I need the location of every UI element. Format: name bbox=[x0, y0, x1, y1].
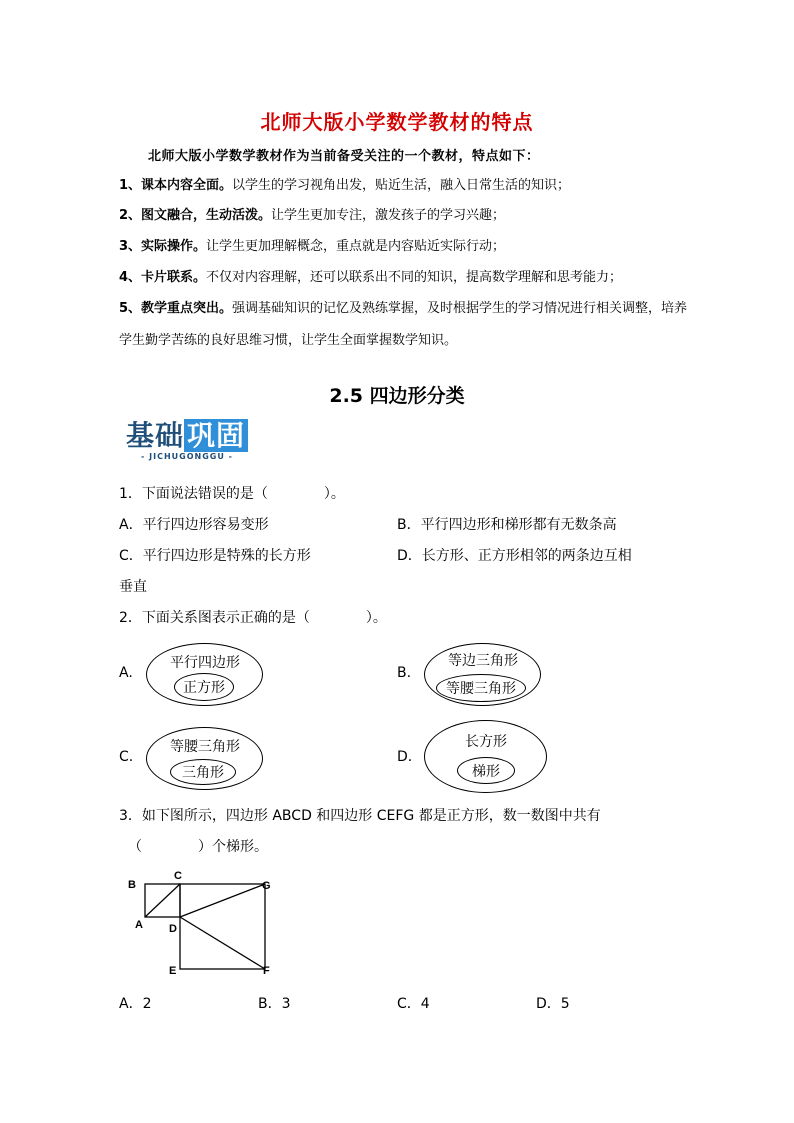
q1-option-c: C．平行四边形是特殊的长方形 bbox=[119, 548, 311, 564]
section-title: 2.5 四边形分类 bbox=[329, 385, 465, 407]
feature-4 bbox=[119, 262, 699, 294]
q3-option-b: B．3 bbox=[258, 996, 291, 1012]
q2-option-d-label: D. bbox=[397, 749, 413, 765]
feature-2 bbox=[119, 200, 699, 232]
q2-venn-a-outer-label: 平行四边形 bbox=[170, 655, 240, 671]
q1-option-d-cont: 垂直 bbox=[119, 579, 147, 595]
q2-venn-a-inner: 正方形 bbox=[174, 673, 234, 701]
q2-venn-c bbox=[146, 727, 264, 791]
logo-main-a: 基础 bbox=[126, 419, 185, 452]
q2-venn-a bbox=[146, 643, 264, 707]
feature-1-bold: 1、课本内容全面。 bbox=[119, 178, 233, 193]
q1-option-d: D．长方形、正方形相邻的两条边互相 bbox=[397, 548, 632, 564]
q1-stem: 1．下面说法错误的是（ ）。 bbox=[119, 486, 345, 502]
feature-4-bold: 4、卡片联系。 bbox=[119, 270, 207, 285]
q2-venn-d bbox=[424, 720, 548, 794]
feature-2-text: 让学生更加专注，激发孩子的学习兴趣； bbox=[271, 208, 506, 223]
q2-venn-c-outer-label: 等腰三角形 bbox=[170, 739, 240, 755]
q3-stem: 3．如下图所示，四边形 ABCD 和四边形 CEFG 都是正方形，数一数图中共有 bbox=[119, 808, 601, 824]
feature-5-bold: 5、教学重点突出。 bbox=[119, 301, 233, 316]
logo-sub: - JICHUGONGGU - bbox=[141, 452, 233, 461]
square-cefg bbox=[180, 884, 265, 969]
feature-5 bbox=[119, 293, 699, 357]
q2-stem: 2．下面关系图表示正确的是（ ）。 bbox=[119, 610, 387, 626]
q2-option-b-label: B. bbox=[397, 665, 412, 681]
q3-option-c: C．4 bbox=[397, 996, 430, 1012]
q2-venn-b bbox=[424, 643, 542, 707]
point-g-label: G bbox=[262, 880, 271, 892]
line-dg bbox=[180, 884, 265, 917]
point-a-label: A bbox=[135, 919, 143, 931]
point-c-label: C bbox=[174, 870, 182, 882]
feature-4-text: 不仅对内容理解，还可以联系出不同的知识，提高数学理解和思考能力； bbox=[206, 270, 623, 285]
q2-option-c-label: C. bbox=[119, 749, 134, 765]
q2-venn-b-outer-label: 等边三角形 bbox=[448, 653, 518, 669]
q2-venn-c-inner: 三角形 bbox=[170, 759, 236, 785]
q3-figure bbox=[120, 862, 290, 982]
page-title: 北师大版小学数学教材的特点 bbox=[260, 110, 534, 134]
point-d-label: D bbox=[169, 923, 177, 935]
point-b-label: B bbox=[128, 879, 136, 891]
feature-3 bbox=[119, 231, 699, 263]
q3-stem-2: （ ）个梯形。 bbox=[128, 839, 268, 855]
q2-venn-b-inner: 等腰三角形 bbox=[436, 674, 526, 702]
feature-3-text: 让学生更加理解概念，重点就是内容贴近实际行动； bbox=[206, 239, 506, 254]
jichu-logo bbox=[126, 420, 248, 461]
intro-text: 北师大版小学数学教材作为当前备受关注的一个教材，特点如下： bbox=[148, 149, 540, 164]
q2-venn-d-inner: 梯形 bbox=[457, 757, 515, 784]
feature-1-text: 以学生的学习视角出发，贴近生活，融入日常生活的知识； bbox=[232, 178, 571, 193]
feature-5-text: 强调基础知识的记忆及熟练掌握，及时根据学生的学习情况进行相关调整，培养学生勤学苦练的良好思维习惯，让学生全面掌握数学知识。 bbox=[119, 301, 688, 348]
feature-3-bold: 3、实际操作。 bbox=[119, 239, 207, 254]
feature-2-bold: 2、图文融合，生动活泼。 bbox=[119, 208, 272, 223]
line-df bbox=[180, 917, 265, 969]
point-e-label: E bbox=[169, 965, 177, 977]
q3-option-a: A．2 bbox=[119, 996, 152, 1012]
q1-option-a: A．平行四边形容易变形 bbox=[119, 517, 269, 533]
q2-venn-d-outer-label: 长方形 bbox=[465, 734, 507, 750]
feature-1 bbox=[119, 170, 699, 202]
q1-option-b: B．平行四边形和梯形都有无数条高 bbox=[397, 517, 617, 533]
q2-option-a-label: A. bbox=[119, 665, 133, 681]
point-f-label: F bbox=[263, 965, 270, 977]
q3-option-d: D．5 bbox=[536, 996, 570, 1012]
line-ac bbox=[145, 884, 180, 917]
logo-main-b: 巩固 bbox=[184, 419, 248, 452]
